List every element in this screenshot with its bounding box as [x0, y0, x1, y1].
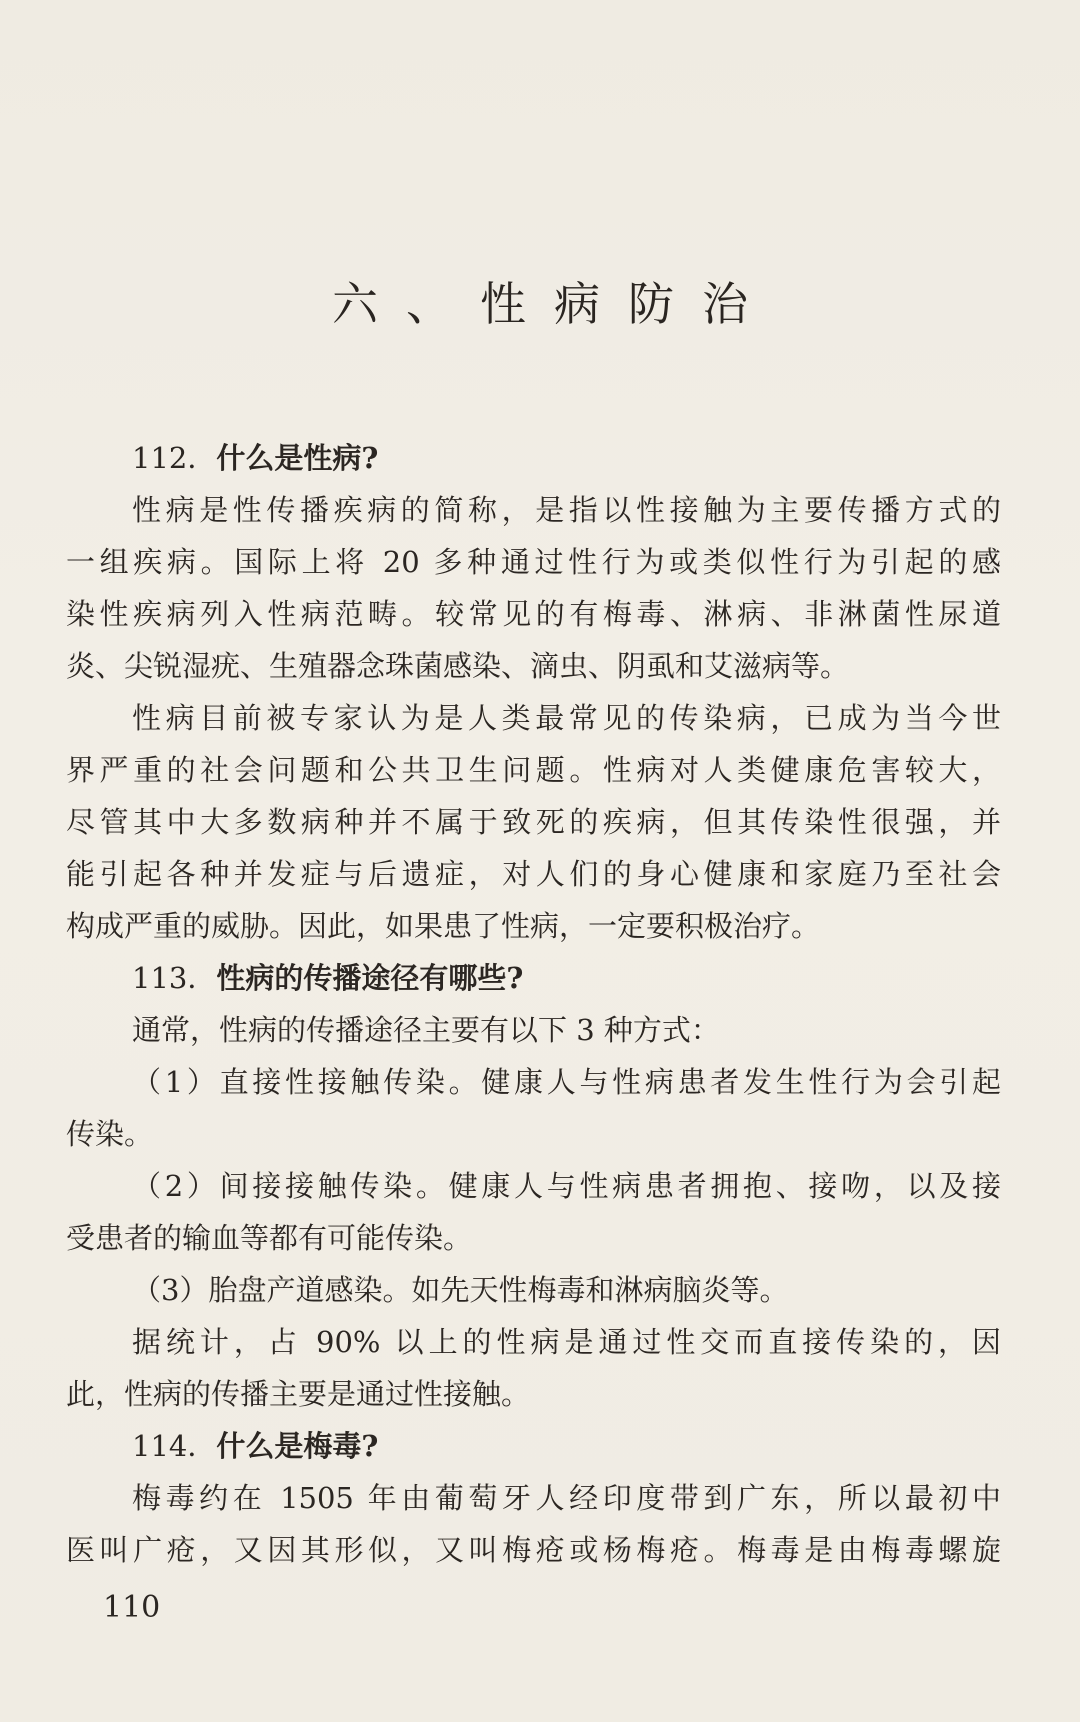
- text-line: 一组疾病。国际上将 20 多种通过性行为或类似性行为引起的感: [66, 545, 1001, 579]
- text-line: 性病目前被专家认为是人类最常见的传染病，已成为当今世: [132, 701, 1001, 735]
- text-line: 尽管其中大多数病种并不属于致死的疾病，但其传染性很强，并: [66, 805, 1001, 839]
- text-line: 传染。: [66, 1117, 154, 1151]
- text-line: 能引起各种并发症与后遗症，对人们的身心健康和家庭乃至社会: [66, 857, 1001, 891]
- text-line: 梅毒约在 1505 年由葡萄牙人经印度带到广东，所以最初中: [132, 1481, 1001, 1515]
- text-line: 此，性病的传播主要是通过性接触。: [66, 1377, 531, 1411]
- text-line: 构成严重的威胁。因此，如果患了性病，一定要积极治疗。: [66, 909, 821, 943]
- text-line: 医叫广疮，又因其形似，又叫梅疮或杨梅疮。梅毒是由梅毒螺旋: [66, 1533, 1001, 1567]
- text-line: （2）间接接触传染。健康人与性病患者拥抱、接吻，以及接: [132, 1169, 1001, 1203]
- text-line: （3）胎盘产道感染。如先天性梅毒和淋病脑炎等。: [132, 1273, 789, 1307]
- question-heading-112: [66, 432, 1001, 484]
- page-number: 110: [103, 1590, 161, 1625]
- text-line: 染性疾病列入性病范畴。较常见的有梅毒、淋病、非淋菌性尿道: [66, 597, 1001, 631]
- question-number: 113．: [132, 961, 217, 995]
- question-heading-114: [66, 1420, 1001, 1472]
- text-line: （1）直接性接触传染。健康人与性病患者发生性行为会引起: [132, 1065, 1001, 1099]
- text-line: 受患者的输血等都有可能传染。: [66, 1221, 473, 1255]
- page-body: [66, 432, 1001, 1576]
- question-heading-113: [66, 952, 1001, 1004]
- text-line: 炎、尖锐湿疣、生殖器念珠菌感染、滴虫、阴虱和艾滋病等。: [66, 649, 850, 683]
- question-label: 什么是梅毒?: [216, 1429, 379, 1463]
- question-number: 114．: [132, 1429, 217, 1463]
- text-line: 界严重的社会问题和公共卫生问题。性病对人类健康危害较大，: [66, 753, 1001, 787]
- question-label: 性病的传播途径有哪些?: [216, 961, 524, 995]
- question-number: 112．: [132, 441, 217, 475]
- text-line: 通常，性病的传播途径主要有以下 3 种方式：: [132, 1013, 720, 1047]
- text-line: 性病是性传播疾病的简称，是指以性接触为主要传播方式的: [132, 493, 1001, 527]
- text-line: 据统计，占 90% 以上的性病是通过性交而直接传染的，因: [132, 1325, 1001, 1359]
- question-label: 什么是性病?: [216, 441, 379, 475]
- chapter-title: 六、性病防治: [332, 277, 776, 331]
